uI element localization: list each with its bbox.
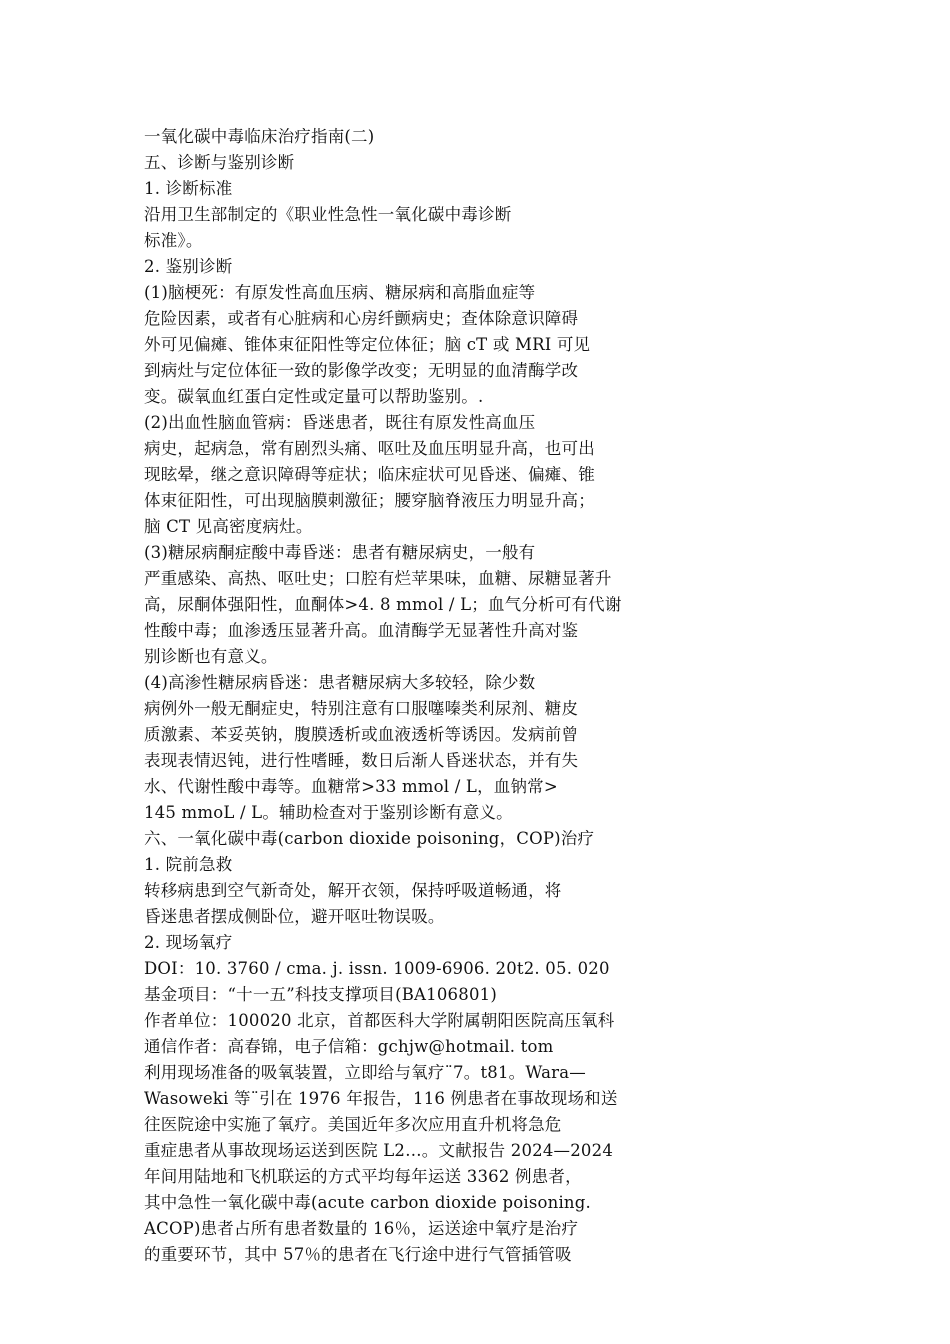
paragraph-line: 严重感染、高热、呕吐史；口腔有烂苹果味，血糖、尿糖显著升 xyxy=(144,569,612,588)
subsection-heading: 1. 院前急救 xyxy=(144,855,233,874)
paragraph-line: 别诊断也有意义。 xyxy=(144,647,278,666)
paragraph-line: 的重要环节，其中 57％的患者在飞行途中进行气管插管吸 xyxy=(144,1245,572,1264)
document-body xyxy=(144,124,844,1268)
paragraph-line: 危险因素，或者有心脏病和心房纤颤病史；查体除意识障碍 xyxy=(144,309,579,328)
paragraph-line: 质激素、苯妥英钠，腹膜透析或血液透析等诱因。发病前曾 xyxy=(144,725,579,744)
paragraph-line: 脑 CT 见高密度病灶。 xyxy=(144,517,313,536)
paragraph-line: 到病灶与定位体征一致的影像学改变；无明显的血清酶学改 xyxy=(144,361,579,380)
corresponding-author-line: 通信作者：高春锦，电子信箱：gchjw@hotmail. tom xyxy=(144,1037,554,1056)
paragraph-line: (1)脑梗死：有原发性高血压病、糖尿病和高脂血症等 xyxy=(144,283,536,302)
section-heading: 五、诊断与鉴别诊断 xyxy=(144,153,295,172)
paragraph-line: 水、代谢性酸中毒等。血糖常>33 mmol / L，血钠常> xyxy=(144,777,558,796)
section-heading: 六、一氧化碳中毒(carbon dioxide poisoning，COP)治疗 xyxy=(144,829,595,848)
paragraph-line: 病史，起病急，常有剧烈头痛、呕吐及血压明显升高，也可出 xyxy=(144,439,595,458)
paragraph-line: 外可见偏瘫、锥体束征阳性等定位体征；脑 cT 或 MRI 可见 xyxy=(144,335,591,354)
paragraph-line: 往医院途中实施了氧疗。美国近年多次应用直升机将急危 xyxy=(144,1115,562,1134)
paragraph-line: 其中急性一氧化碳中毒(acute carbon dioxide poisoning. xyxy=(144,1193,591,1212)
paragraph-line: 昏迷患者摆成侧卧位，避开呕吐物误吸。 xyxy=(144,907,445,926)
paragraph-line: 病例外一般无酮症史，特别注意有口服噻嗪类利尿剂、糖皮 xyxy=(144,699,579,718)
paragraph-line: (2)出血性脑血管病：昏迷患者，既往有原发性高血压 xyxy=(144,413,536,432)
paragraph-line: 重症患者从事故现场运送到医院 L2…。文献报告 2024—2024 xyxy=(144,1141,614,1160)
paragraph-line: 145 mmoL / L。辅助检查对于鉴别诊断有意义。 xyxy=(144,803,513,822)
document-title: 一氧化碳中毒临床治疗指南(二) xyxy=(144,127,375,146)
paragraph-line: (4)高渗性糖尿病昏迷：患者糖尿病大多较轻，除少数 xyxy=(144,673,536,692)
doi-line: DOI：10. 3760 / cma. j. issn. 1009-6906. 20t2. 05. 020 xyxy=(144,959,610,978)
paragraph-line: 利用现场准备的吸氧装置，立即给与氧疗¨7。t81。Wara— xyxy=(144,1063,586,1082)
paragraph-line: Wasoweki 等¨引在 1976 年报告，116 例患者在事故现场和送 xyxy=(144,1089,618,1108)
subsection-heading: 1. 诊断标准 xyxy=(144,179,233,198)
paragraph-line: 高，尿酮体强阳性，血酮体>4. 8 mmol / L；血气分析可有代谢 xyxy=(144,595,622,614)
paragraph-line: 沿用卫生部制定的《职业性急性一氧化碳中毒诊断 xyxy=(144,205,512,224)
paragraph-line: 表现表情迟钝，进行性嗜睡，数日后渐人昏迷状态，并有失 xyxy=(144,751,579,770)
funding-line: 基金项目：“十一五”科技支撑项目(BA106801) xyxy=(144,985,497,1004)
paragraph-line: 现眩晕，继之意识障碍等症状；临床症状可见昏迷、偏瘫、锥 xyxy=(144,465,595,484)
subsection-heading: 2. 现场氧疗 xyxy=(144,933,233,952)
paragraph-line: ACOP)患者占所有患者数量的 16％，运送途中氧疗是治疗 xyxy=(144,1219,579,1238)
subsection-heading: 2. 鉴别诊断 xyxy=(144,257,233,276)
paragraph-line: 标准》。 xyxy=(144,231,203,250)
affiliation-line: 作者单位：100020 北京，首都医科大学附属朝阳医院高压氧科 xyxy=(144,1011,615,1030)
paragraph-line: (3)糖尿病酮症酸中毒昏迷：患者有糖尿病史，一般有 xyxy=(144,543,536,562)
paragraph-line: 变。碳氧血红蛋白定性或定量可以帮助鉴别。. xyxy=(144,387,484,406)
paragraph-line: 转移病患到空气新奇处，解开衣领，保持呼吸道畅通，将 xyxy=(144,881,562,900)
paragraph-line: 体束征阳性，可出现脑膜刺激征；腰穿脑脊液压力明显升高； xyxy=(144,491,595,510)
paragraph-line: 年间用陆地和飞机联运的方式平均每年运送 3362 例患者， xyxy=(144,1167,582,1186)
paragraph-line: 性酸中毒；血渗透压显著升高。血清酶学无显著性升高对鉴 xyxy=(144,621,579,640)
